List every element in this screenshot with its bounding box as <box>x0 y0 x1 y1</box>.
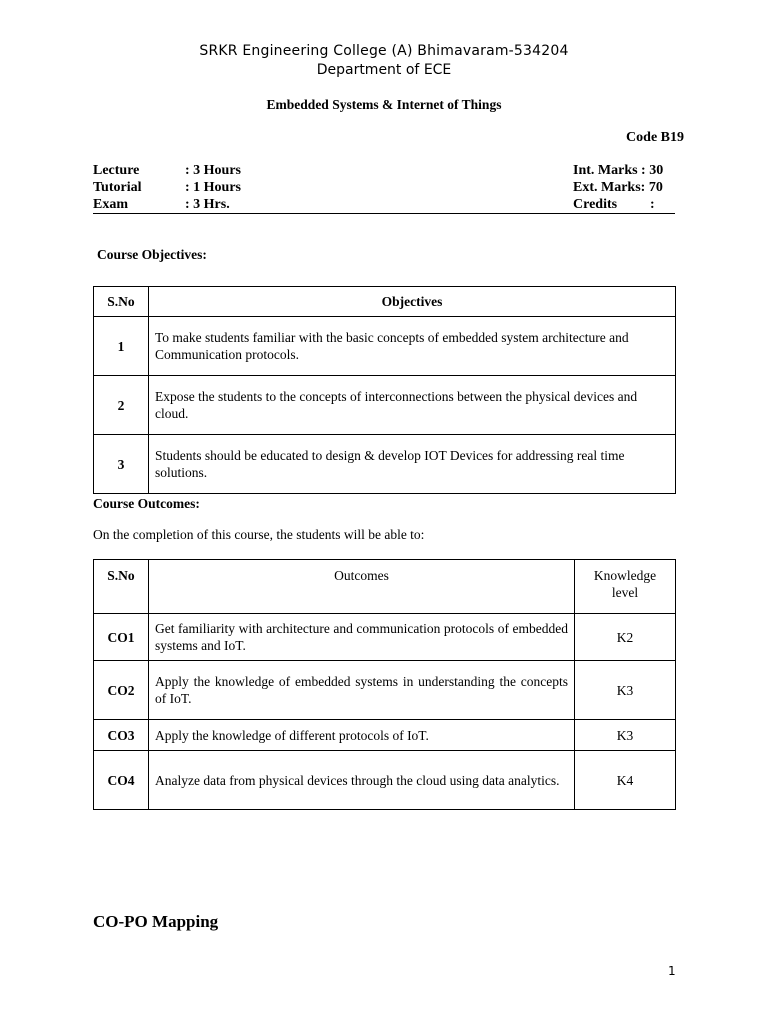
table-row <box>94 661 676 720</box>
outcomes-intro: On the completion of this course, the students will be able to: <box>93 527 425 542</box>
row-sno: CO4 <box>94 751 149 810</box>
course-code: Code B19 <box>626 130 684 145</box>
tutorial-label: Tutorial <box>93 180 142 195</box>
table-header-row <box>94 560 676 614</box>
lecture-label: Lecture <box>93 163 140 178</box>
row-level: K2 <box>575 614 676 661</box>
external-marks: Ext. Marks: 70 <box>573 180 663 195</box>
co-po-mapping-heading: CO-PO Mapping <box>93 912 219 931</box>
row-sno: CO3 <box>94 720 149 751</box>
row-level: K3 <box>575 720 676 751</box>
row-text: Students should be educated to design & develop IOT Devices for addressing real time solutions. <box>149 435 676 494</box>
row-text: Apply the knowledge of different protocols of IoT. <box>149 720 575 751</box>
row-level: K4 <box>575 751 676 810</box>
row-text: Analyze data from physical devices through the cloud using data analytics. <box>149 751 575 810</box>
lecture-value: : 3 Hours <box>185 163 241 178</box>
college-name: SRKR Engineering College (A) Bhimavaram-534204 <box>199 43 569 59</box>
table-row <box>94 751 676 810</box>
exam-label: Exam <box>93 197 128 212</box>
internal-marks: Int. Marks : 30 <box>573 163 664 178</box>
outcomes-header: Outcomes <box>149 560 575 614</box>
objectives-table <box>93 286 676 494</box>
header-divider <box>93 213 675 214</box>
row-sno: CO2 <box>94 661 149 720</box>
table-row <box>94 614 676 661</box>
page-number: 1 <box>668 964 676 978</box>
row-sno: 3 <box>94 435 149 494</box>
objectives-header: Objectives <box>149 287 676 317</box>
outcomes-table <box>93 559 676 810</box>
sno-header: S.No <box>94 560 149 614</box>
row-text: Get familiarity with architecture and communication protocols of embedded systems and IoT. <box>149 614 575 661</box>
table-row <box>94 720 676 751</box>
outcomes-heading: Course Outcomes: <box>93 496 200 511</box>
sno-header: S.No <box>94 287 149 317</box>
department-name: Department of ECE <box>316 62 452 78</box>
subject-title: Embedded Systems & Internet of Things <box>266 97 502 112</box>
knowledge-level-header: Knowledge level <box>575 560 676 614</box>
row-text: Expose the students to the concepts of interconnections between the physical devices and cloud. <box>149 376 676 435</box>
objectives-heading: Course Objectives: <box>97 247 207 262</box>
credits-value: : <box>650 197 655 212</box>
row-sno: CO1 <box>94 614 149 661</box>
credits-label: Credits <box>573 197 618 212</box>
table-row <box>94 435 676 494</box>
table-row <box>94 317 676 376</box>
tutorial-value: : 1 Hours <box>185 180 241 195</box>
row-sno: 1 <box>94 317 149 376</box>
row-sno: 2 <box>94 376 149 435</box>
row-level: K3 <box>575 661 676 720</box>
row-text: Apply the knowledge of embedded systems in understanding the concepts of IoT. <box>149 661 575 720</box>
table-row <box>94 376 676 435</box>
table-header-row <box>94 287 676 317</box>
row-text: To make students familiar with the basic concepts of embedded system architecture and Communication protocols. <box>149 317 676 376</box>
exam-value: : 3 Hrs. <box>185 197 230 212</box>
